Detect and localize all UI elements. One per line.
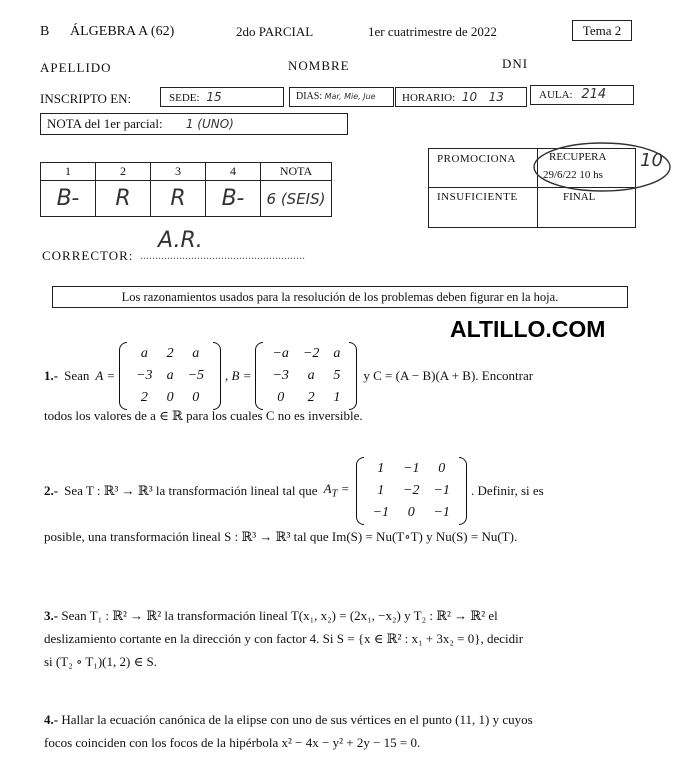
problem-3-line2: deslizamiento cortante en la dirección y con factor 4. Si S = {x ∈ ℝ² : x₁ + 3x₂ = 0}, decidir bbox=[44, 631, 524, 646]
nota-primer-value: 1 (UNO) bbox=[185, 117, 234, 131]
matrix-b-cell: a bbox=[307, 368, 315, 383]
grades-table bbox=[40, 162, 332, 217]
subject-title: ÁLGEBRA A (62) bbox=[70, 24, 175, 39]
watermark-logo: ALTILLO.COM bbox=[450, 316, 606, 342]
tema-badge: Tema 2 bbox=[572, 20, 632, 41]
matrix-b-cell: −2 bbox=[302, 346, 320, 361]
insuficiente-label: INSUFICIENTE bbox=[437, 191, 518, 203]
problem-1: 1.- Sean A = a 2 a −3 a −5 2 0 0 , B = −a −2 a −3 a 5 0 2 1 y C = (A − B)(A + B). Encontrar bbox=[44, 342, 533, 410]
grade-header: 4 bbox=[206, 163, 261, 181]
status-note: 10 bbox=[640, 150, 663, 171]
problem-4-number: 4.- bbox=[44, 712, 59, 727]
grade-value: R bbox=[151, 181, 206, 217]
matrix-b-cell: 5 bbox=[333, 368, 341, 383]
problem-2-number: 2.- bbox=[44, 483, 59, 498]
aula-label: AULA: bbox=[539, 89, 573, 101]
matrix-at bbox=[356, 457, 467, 525]
sede-box bbox=[160, 87, 284, 107]
matrix-a-cell: 0 bbox=[192, 390, 200, 405]
matrix-at-cell: −1 bbox=[433, 483, 450, 498]
problem-4-line1 bbox=[44, 709, 533, 731]
nota-primer-box bbox=[40, 113, 348, 135]
problem-1-number: 1.- bbox=[44, 368, 59, 383]
matrix-at-cell: −1 bbox=[403, 461, 420, 476]
horario-value: 10 13 bbox=[461, 90, 504, 104]
matrix-at-cell: 0 bbox=[407, 505, 415, 520]
matrix-b-cell: −a bbox=[272, 346, 289, 361]
matrix-a-cell: 0 bbox=[166, 390, 174, 405]
matrix-b bbox=[255, 342, 357, 410]
dni-label: DNI bbox=[502, 56, 529, 71]
final-label: FINAL bbox=[563, 191, 596, 203]
dias-label: DIAS: bbox=[296, 91, 323, 102]
dias-box bbox=[289, 87, 394, 107]
exam-term: 1er cuatrimestre de 2022 bbox=[368, 24, 497, 39]
inscripto-label: INSCRIPTO EN: bbox=[40, 91, 132, 106]
matrix-a bbox=[119, 342, 221, 410]
matrix-at-cell: 1 bbox=[377, 483, 385, 498]
matrix-a-cell: 2 bbox=[140, 390, 148, 405]
problem-2-tail: . Definir, si es bbox=[470, 483, 544, 498]
horario-label: HORARIO: bbox=[402, 92, 456, 104]
aula-value: 214 bbox=[581, 87, 607, 102]
corrector-label: CORRECTOR: bbox=[42, 248, 134, 263]
horario-box bbox=[395, 87, 527, 107]
sede-label: SEDE: bbox=[169, 92, 200, 104]
recupera-label: RECUPERA bbox=[549, 151, 607, 163]
problem-2-line2: posible, una transformación lineal S : ℝ³ → ℝ³ tal que Im(S) = Nu(T∘T) y Nu(S) = Nu(T). bbox=[44, 529, 518, 544]
nota-primer-label: NOTA del 1er parcial: bbox=[47, 116, 163, 131]
problem-4-line2: focos coinciden con los focos de la hipérbola x² − 4x − y² + 2y − 15 = 0. bbox=[44, 735, 421, 750]
problem-1-line2: todos los valores de a ∈ ℝ para los cuales C no es inversible. bbox=[44, 408, 363, 423]
problem-1-tail: y C = (A − B)(A + B). Encontrar bbox=[363, 368, 534, 383]
corrector-dots: ....................................................... bbox=[140, 248, 305, 262]
instructions-box: Los razonamientos usados para la resolución de los problemas deben figurar en la hoja. bbox=[52, 286, 628, 308]
grade-header: NOTA bbox=[261, 163, 332, 181]
matrix-b-cell: 1 bbox=[333, 390, 341, 405]
problem-2-intro: Sea T : ℝ³ → ℝ³ la transformación lineal tal que bbox=[64, 483, 318, 498]
problem-4-text: Hallar la ecuación canónica de la elipse con uno de sus vértices en el punto (11, 1) y cuyos bbox=[61, 712, 533, 727]
recupera-date: 29/6/22 10 hs bbox=[543, 169, 603, 181]
problem-2: 2.- Sea T : ℝ³ → ℝ³ la transformación lineal tal que $A_T$ = 1 −1 0 1 −2 −1 −1 0 −1 . Definir, si es bbox=[44, 457, 544, 525]
grade-final-value: 6 (SEIS) bbox=[261, 181, 332, 217]
corrector-signature: A.R. bbox=[158, 228, 203, 253]
grade-value: R bbox=[96, 181, 151, 217]
matrix-a-cell: a bbox=[166, 368, 174, 383]
matrix-a-cell: −5 bbox=[187, 368, 205, 383]
sede-value: 15 bbox=[206, 90, 222, 104]
matrix-at-cell: −2 bbox=[403, 483, 420, 498]
grade-value: B- bbox=[41, 181, 96, 217]
matrix-a-cell: −3 bbox=[136, 368, 153, 383]
matrix-a-cell: a bbox=[140, 346, 148, 361]
nombre-label: NOMBRE bbox=[288, 58, 350, 73]
matrix-at-cell: 1 bbox=[377, 461, 385, 476]
problem-1-intro: Sean bbox=[64, 368, 90, 383]
exam-name: 2do PARCIAL bbox=[236, 24, 314, 39]
problem-3-line3: si (T₂ ∘ T₁)(1, 2) ∈ S. bbox=[44, 654, 157, 669]
matrix-a-cell: 2 bbox=[166, 346, 174, 361]
matrix-b-cell: a bbox=[333, 346, 341, 361]
grade-header: 3 bbox=[151, 163, 206, 181]
dias-value: Mar, Mie, Jue bbox=[324, 92, 376, 101]
matrix-b-cell: 0 bbox=[277, 390, 285, 405]
promociona-label: PROMOCIONA bbox=[437, 153, 516, 165]
matrix-at-cell: 0 bbox=[438, 461, 446, 476]
aula-box bbox=[530, 85, 634, 105]
matrix-at-cell: −1 bbox=[372, 505, 390, 520]
grade-value: B- bbox=[206, 181, 261, 217]
problem-3-text: Sean T₁ : ℝ² → ℝ² la transformación lineal T(x₁, x₂) = (2x₁, −x₂) y T₂ : ℝ² → ℝ² el bbox=[61, 608, 498, 623]
problem-3-line1 bbox=[44, 605, 498, 627]
matrix-b-cell: 2 bbox=[307, 390, 315, 405]
matrix-b-cell: −3 bbox=[272, 368, 289, 383]
matrix-at-cell: −1 bbox=[433, 505, 450, 520]
problem-3-number: 3.- bbox=[44, 608, 59, 623]
grade-header: 1 bbox=[41, 163, 96, 181]
grade-header: 2 bbox=[96, 163, 151, 181]
matrix-a-cell: a bbox=[192, 346, 200, 361]
apellido-label: APELLIDO bbox=[40, 60, 112, 75]
exam-series: B bbox=[40, 24, 50, 39]
